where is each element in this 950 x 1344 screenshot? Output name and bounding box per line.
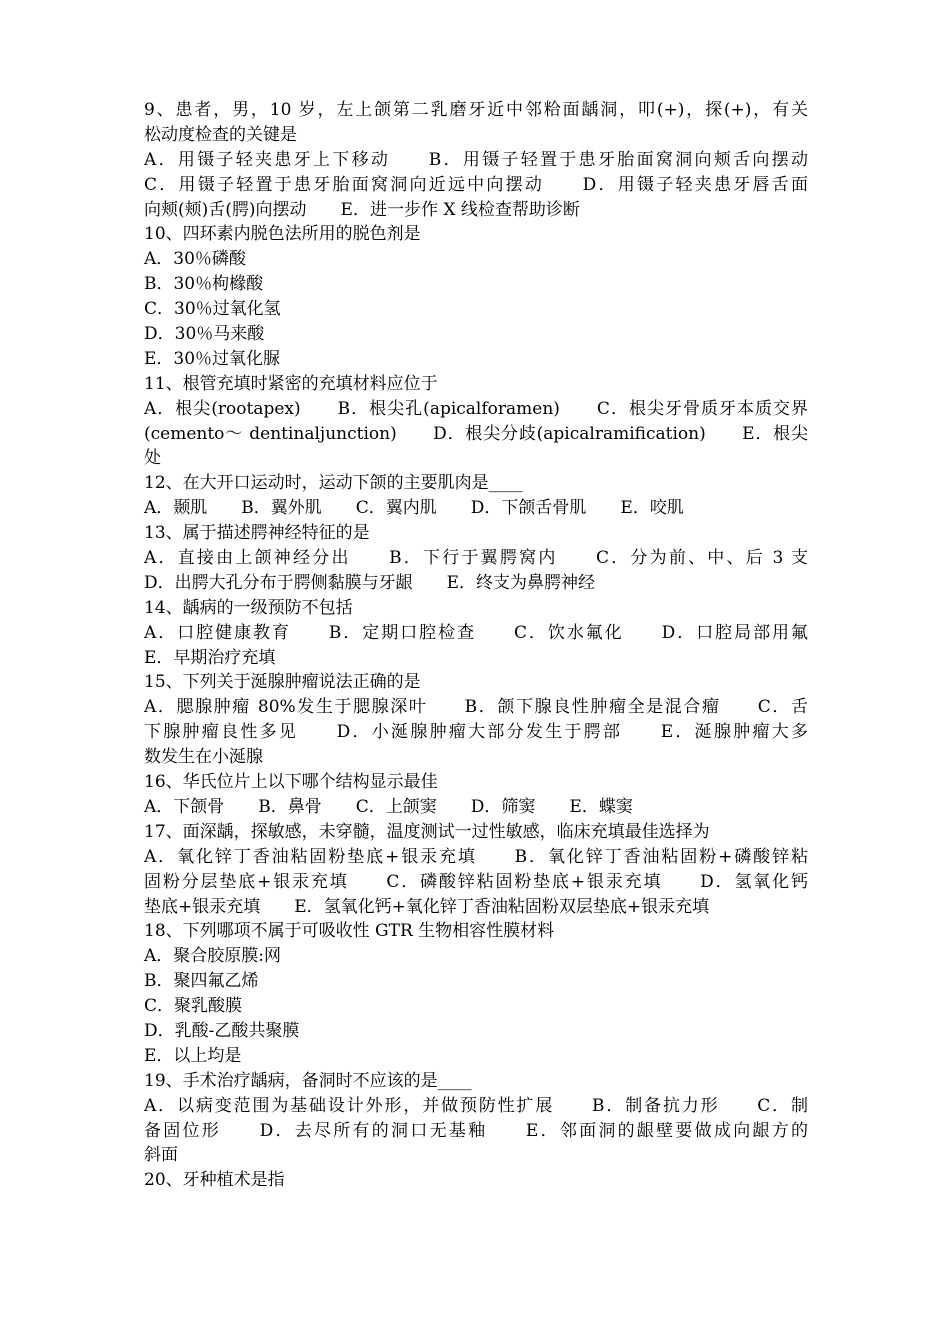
text-line: B．聚四氟乙烯 xyxy=(144,971,259,992)
text-line: 松动度检查的关键是 xyxy=(144,124,297,145)
text-line: 向颊(颊)舌(腭)向摆动 E．进一步作 X 线检查帮助诊断 xyxy=(144,199,580,220)
text-line: E．早期治疗充填 xyxy=(144,647,276,668)
text-line: 12、在大开口运动时，运动下颌的主要肌肉是____ xyxy=(144,473,523,494)
text-line: 20、牙种植术是指 xyxy=(144,1170,285,1191)
text-line: B．30％枸橼酸 xyxy=(144,274,264,295)
text-line: 9、患者，男，10 岁，左上颌第二乳磨牙近中邻粭面龋洞，叩(+)，探(+)，有关 xyxy=(144,100,808,120)
text-line: E．以上均是 xyxy=(144,1045,242,1066)
text-line: 17、面深龋，探敏感，未穿髓，温度测试一过性敏感，临床充填最佳选择为 xyxy=(144,821,710,842)
text-line: 固粉分层垫底+银汞充填 C．磷酸锌粘固粉垫底+银汞充填 D．氢氧化钙 xyxy=(144,871,808,892)
text-line: (cemento～ dentinaljunction) D．根尖分歧(apicalramification) E．根尖 xyxy=(144,423,808,444)
document-page xyxy=(144,98,808,1193)
text-line: 垫底+银汞充填 E．氢氧化钙+氧化锌丁香油粘固粉双层垫底+银汞充填 xyxy=(144,896,710,917)
text-line: A．聚合胶原膜:网 xyxy=(144,946,282,967)
text-line: A．30％磷酸 xyxy=(144,249,246,270)
text-line: D．出腭大孔分布于腭侧黏膜与牙龈 E．终支为鼻腭神经 xyxy=(144,572,596,593)
text-line: E．30％过氧化脲 xyxy=(144,348,281,369)
text-line: 10、四环素内脱色法所用的脱色剂是 xyxy=(144,224,421,245)
text-line: 11、根管充填时紧密的充填材料应位于 xyxy=(144,373,438,394)
text-line: C．30％过氧化氢 xyxy=(144,299,281,320)
text-line: A．直接由上颌神经分出 B．下行于翼腭窝内 C．分为前、中、后 3 支 xyxy=(144,548,808,569)
text-line: 18、下列哪项不属于可吸收性 GTR 生物相容性膜材料 xyxy=(144,921,555,942)
text-line: 处 xyxy=(144,448,161,469)
text-line: 14、龋病的一级预防不包括 xyxy=(144,597,353,618)
text-line: 备固位形 D．去尽所有的洞口无基釉 E．邻面洞的龈壁要做成向龈方的 xyxy=(144,1120,808,1141)
text-line: 下腺肿瘤良性多见 D．小涎腺肿瘤大部分发生于腭部 E．涎腺肿瘤大多 xyxy=(144,722,808,743)
text-line: 13、属于描述腭神经特征的是 xyxy=(144,523,370,544)
text-line: A．下颌骨 B．鼻骨 C．上颌窦 D．筛窦 E．蝶窦 xyxy=(144,796,633,817)
text-line: A．口腔健康教育 B．定期口腔检查 C．饮水氟化 D．口腔局部用氟 xyxy=(144,622,808,643)
text-line: A．颞肌 B．翼外肌 C．翼内肌 D．下颌舌骨肌 E．咬肌 xyxy=(144,498,684,519)
text-line: C．聚乳酸膜 xyxy=(144,996,243,1017)
text-line: 16、华氏位片上以下哪个结构显示最佳 xyxy=(144,772,438,793)
text-line: 15、下列关于涎腺肿瘤说法正确的是 xyxy=(144,672,421,693)
text-line: A．腮腺肿瘤 80%发生于腮腺深叶 B．颌下腺良性肿瘤全是混合瘤 C．舌 xyxy=(144,697,808,718)
text-line: 斜面 xyxy=(144,1145,178,1166)
text-line: D．乳酸-乙酸共聚膜 xyxy=(144,1020,300,1041)
text-line: A．以病变范围为基础设计外形，并做预防性扩展 B．制备抗力形 C．制 xyxy=(144,1095,808,1116)
text-line: C．用镊子轻置于患牙胎面窝洞向近远中向摆动 D．用镊子轻夹患牙唇舌面 xyxy=(144,174,808,195)
text-line: A．氧化锌丁香油粘固粉垫底+银汞充填 B．氧化锌丁香油粘固粉+磷酸锌粘 xyxy=(144,846,808,867)
text-line: 数发生在小涎腺 xyxy=(144,747,263,768)
text-line: 19、手术治疗龋病，备洞时不应该的是____ xyxy=(144,1070,472,1091)
text-line: D．30％马来酸 xyxy=(144,324,265,345)
text-line: A．根尖(rootapex) B．根尖孔(apicalforamen) C．根尖牙骨质牙本质交界 xyxy=(144,398,808,419)
text-line: A．用镊子轻夹患牙上下移动 B．用镊子轻置于患牙胎面窝洞向颊舌向摆动 xyxy=(144,149,808,170)
